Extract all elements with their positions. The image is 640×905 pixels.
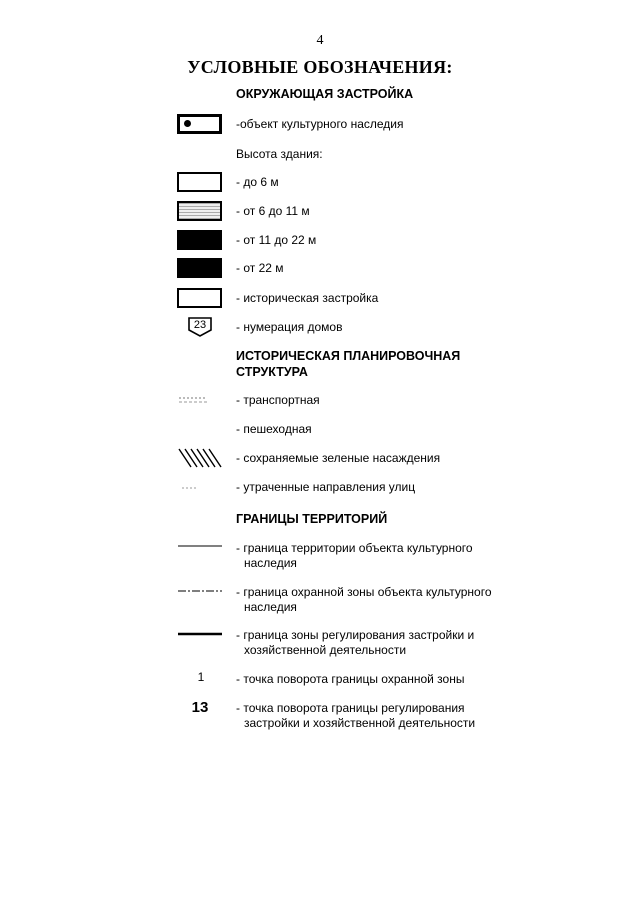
height-11-22-label: - от 11 до 22 м <box>236 233 317 247</box>
lost-streets-symbol <box>181 483 197 493</box>
green-plantings-hatch-icon <box>177 447 223 469</box>
regulation-point-label <box>236 701 475 731</box>
height-over22-symbol <box>177 258 222 278</box>
page-number: 4 <box>316 33 324 48</box>
protection-point-sample: 1 <box>197 670 205 684</box>
heritage-territory-line-symbol <box>177 543 223 549</box>
heritage-territory-label-line1: - граница территории объекта культурного <box>236 541 473 555</box>
section-title-surroundings: ОКРУЖАЮЩАЯ ЗАСТРОЙКА <box>236 87 414 101</box>
regulation-point-sample: 13 <box>191 699 209 716</box>
transport-street-symbol <box>178 393 208 407</box>
regulation-zone-label <box>236 628 474 658</box>
protection-zone-label-line1: - граница охранной зоны объекта культурного <box>236 585 492 599</box>
heritage-object-symbol <box>177 114 222 134</box>
transport-street-label: - транспортная <box>236 393 320 407</box>
protection-zone-label-line2: наследия <box>244 600 297 614</box>
height-6-11-label: - от 6 до 11 м <box>236 204 310 218</box>
house-numbering-label: - нумерация домов <box>236 320 343 334</box>
protection-point-label: - точка поворота границы охранной зоны <box>236 672 465 686</box>
height-upto6-symbol <box>177 172 222 192</box>
heritage-dot-icon <box>184 120 191 127</box>
regulation-zone-label-line1: - граница зоны регулирования застройки и <box>236 628 475 642</box>
section-title-structure-line1: ИСТОРИЧЕСКАЯ ПЛАНИРОВОЧНАЯ <box>236 349 461 363</box>
green-plantings-label: - сохраняемые зеленые насаждения <box>236 451 441 465</box>
section-title-boundaries: ГРАНИЦЫ ТЕРРИТОРИЙ <box>236 512 388 526</box>
height-caption: Высота здания: <box>236 147 323 161</box>
regulation-point-label-line2: застройки и хозяйственной деятельности <box>244 716 476 730</box>
regulation-point-label-line1: - точка поворота границы регулирования <box>236 701 465 715</box>
house-number-sample: 23 <box>193 319 207 331</box>
section-title-structure-line2: СТРУКТУРА <box>236 365 308 379</box>
regulation-zone-line-symbol <box>177 631 223 637</box>
protection-zone-line-symbol <box>177 588 223 594</box>
height-6-11-symbol <box>177 201 222 221</box>
regulation-zone-label-line2: хозяйственной деятельности <box>244 643 407 657</box>
heritage-object-label: -объект культурного наследия <box>236 117 404 131</box>
legend-title: УСЛОВНЫЕ ОБОЗНАЧЕНИЯ: <box>187 57 453 77</box>
height-over22-label: - от 22 м <box>236 261 284 275</box>
protection-zone-label <box>236 585 492 615</box>
height-11-22-symbol <box>177 230 222 250</box>
heritage-territory-label-line2: наследия <box>244 556 297 570</box>
lost-streets-label: - утраченные направления улиц <box>236 480 416 494</box>
heritage-territory-label <box>236 541 473 571</box>
historic-building-symbol <box>177 288 222 308</box>
height-upto6-label: - до 6 м <box>236 175 279 189</box>
pedestrian-street-label: - пешеходная <box>236 422 312 436</box>
historic-building-label: - историческая застройка <box>236 291 379 305</box>
section-title-structure <box>236 348 460 380</box>
